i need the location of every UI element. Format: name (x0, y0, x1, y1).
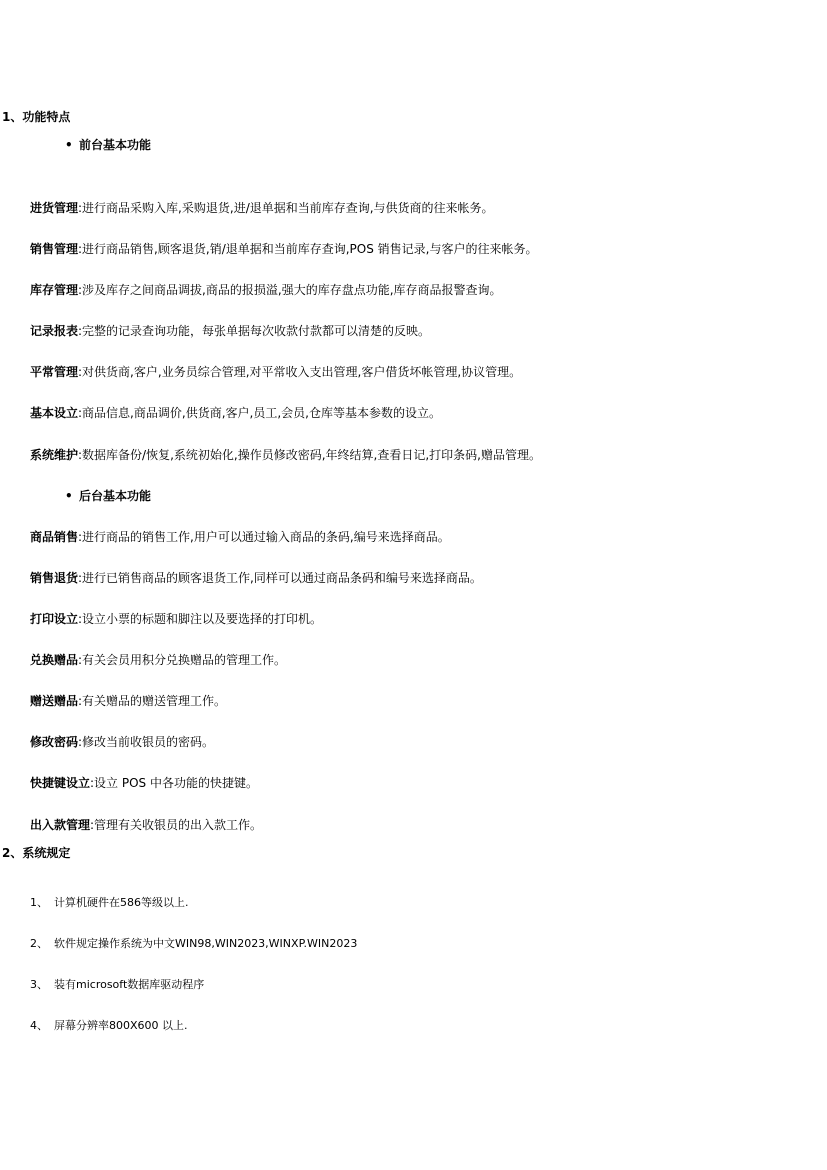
item-desc: :进行商品采购入库,采购退货,进/退单据和当前库存查询,与供货商的往来帐务。 (78, 201, 494, 215)
item-term: 打印设立 (30, 612, 79, 626)
item-term: 进货管理 (30, 201, 79, 215)
item-term: 出入款管理 (30, 818, 91, 832)
requirement-number: 2、 (30, 937, 48, 950)
section-2-heading: 2、系统规定 (2, 846, 71, 860)
section-1-heading: 1、功能特点 (2, 110, 71, 124)
frontend-heading (65, 139, 151, 151)
requirement-text: 软件规定操作系统为中文WIN98,WIN2023,WINXP.WIN2023 (54, 937, 358, 950)
requirement-item (30, 938, 357, 949)
item-desc: :完整的记录查询功能，每张单据每次收款付款都可以清楚的反映。 (78, 324, 431, 338)
backend-item (30, 531, 450, 543)
item-desc: :修改当前收银员的密码。 (78, 735, 215, 749)
requirement-text: 屏幕分辨率800X600 以上. (54, 1019, 188, 1032)
backend-item (30, 736, 214, 748)
item-desc: :进行已销售商品的顾客退货工作,同样可以通过商品条码和编号来选择商品。 (78, 571, 482, 585)
requirement-item (30, 897, 189, 908)
item-term: 基本设立 (30, 406, 79, 420)
item-term: 修改密码 (30, 735, 79, 749)
item-term: 销售管理 (30, 242, 79, 256)
requirement-item (30, 979, 204, 990)
backend-item (30, 572, 482, 584)
item-term: 库存管理 (30, 283, 79, 297)
backend-item (30, 613, 322, 625)
item-desc: :数据库备份/恢复,系统初始化,操作员修改密码,年终结算,查看日记,打印条码,赠品管理。 (78, 448, 541, 462)
requirement-text: 装有microsoft数据库驱动程序 (54, 978, 205, 991)
bullet-icon: • (65, 138, 73, 152)
requirement-number: 3、 (30, 978, 48, 991)
backend-item (30, 695, 226, 707)
bullet-icon: • (65, 489, 73, 503)
item-term: 平常管理 (30, 365, 79, 379)
backend-item (30, 654, 286, 666)
item-desc: :对供货商,客户,业务员综合管理,对平常收入支出管理,客户借货坏帐管理,协议管理。 (78, 365, 522, 379)
item-desc: :设立小票的标题和脚注以及要选择的打印机。 (78, 612, 323, 626)
backend-item (30, 777, 258, 789)
frontend-item (30, 407, 441, 419)
frontend-item (30, 325, 430, 337)
frontend-item (30, 366, 521, 378)
item-desc: :涉及库存之间商品调拔,商品的报损溢,强大的库存盘点功能,库存商品报警查询。 (78, 283, 502, 297)
item-desc: :进行商品销售,顾客退货,销/退单据和当前库存查询,POS 销售记录,与客户的往来帐务。 (78, 242, 538, 256)
requirement-text: 计算机硬件在586等级以上. (54, 896, 189, 909)
item-term: 销售退货 (30, 571, 79, 585)
frontend-item (30, 284, 502, 296)
frontend-item (30, 202, 494, 214)
item-desc: :设立 POS 中各功能的快捷键。 (90, 776, 258, 790)
item-desc: :进行商品的销售工作,用户可以通过输入商品的条码,编号来选择商品。 (78, 530, 450, 544)
item-term: 记录报表 (30, 324, 79, 338)
item-desc: :管理有关收银员的出入款工作。 (90, 818, 263, 832)
backend-heading-text: 后台基本功能 (79, 489, 152, 503)
backend-item (30, 819, 262, 831)
item-term: 商品销售 (30, 530, 79, 544)
item-term: 赠送赠品 (30, 694, 79, 708)
item-term: 快捷键设立 (30, 776, 91, 790)
frontend-item (30, 243, 537, 255)
item-term: 兑换赠品 (30, 653, 79, 667)
item-desc: :商品信息,商品调价,供货商,客户,员工,会员,仓库等基本参数的设立。 (78, 406, 441, 420)
item-desc: :有关赠品的赠送管理工作。 (78, 694, 227, 708)
requirement-number: 1、 (30, 896, 48, 909)
requirement-number: 4、 (30, 1019, 48, 1032)
requirement-item (30, 1020, 188, 1031)
backend-heading (65, 490, 151, 502)
frontend-item (30, 449, 541, 461)
frontend-heading-text: 前台基本功能 (79, 138, 152, 152)
item-term: 系统维护 (30, 448, 79, 462)
item-desc: :有关会员用积分兑换赠品的管理工作。 (78, 653, 287, 667)
